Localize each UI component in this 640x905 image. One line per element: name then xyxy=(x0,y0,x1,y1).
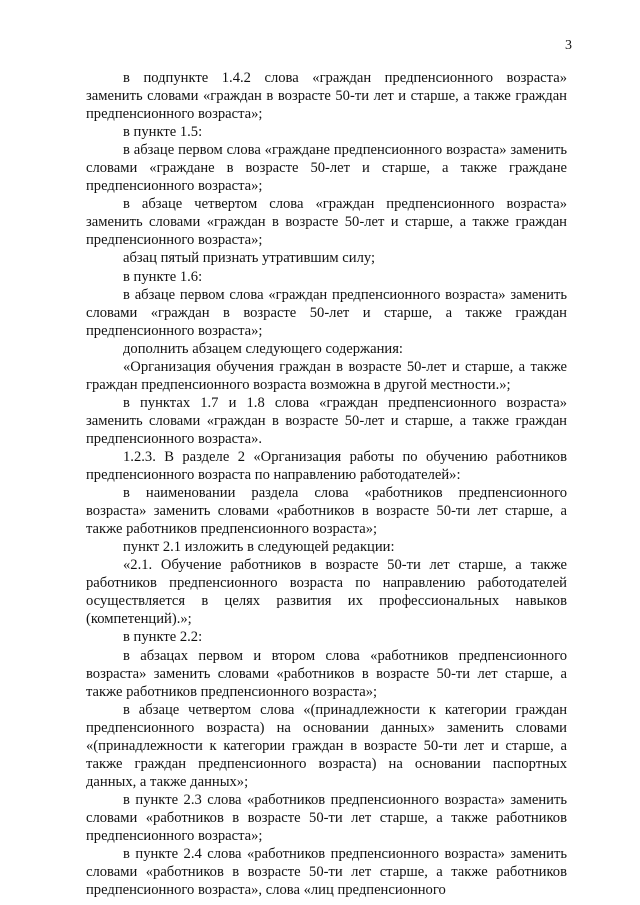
paragraph: в абзаце первом слова «граждан предпенсионного возраста» заменить словами «граждан в возрасте 50-лет и старше, а также граждан предпенсионного возраста»; xyxy=(86,286,567,339)
paragraph: 1.2.3. В разделе 2 «Организация работы по обучению работников предпенсионного возраста по направлению работодателей»: xyxy=(86,448,567,484)
paragraph: в пункте 2.2: xyxy=(123,629,203,646)
paragraph: в пункте 1.6: xyxy=(123,268,203,285)
paragraph: пункт 2.1 изложить в следующей редакции: xyxy=(123,539,395,556)
paragraph: в пункте 2.3 слова «работников предпенсионного возраста» заменить словами «работников в возрасте 50-ти лет старше, а также работников предпенсионного возраста»; xyxy=(86,791,567,844)
paragraph: в абзаце четвертом слова «(принадлежности к категории граждан предпенсионного возраста) на основании данных» заменить словами «(принадлежности к категории граждан в возрасте 50-ти лет и старше, а также граждан предпенсионного возраста) на основании паспортных данных, а также данных»; xyxy=(86,701,567,790)
paragraph: в абзаце первом слова «граждане предпенсионного возраста» заменить словами «граждане в возрасте 50-лет и старше, а также граждане предпенсионного возраста»; xyxy=(86,142,567,195)
paragraph: в пунктах 1.7 и 1.8 слова «граждан предпенсионного возраста» заменить словами «граждан в возрасте 50-лет и старше, а также граждан предпенсионного возраста». xyxy=(86,394,567,447)
page-number: 3 xyxy=(565,38,572,53)
paragraph: абзац пятый признать утратившим силу; xyxy=(123,250,376,267)
paragraph: в абзаце четвертом слова «граждан предпенсионного возраста» заменить словами «граждан в возрасте 50-лет и старше, а также граждан предпенсионного возраста»; xyxy=(86,196,567,249)
paragraph: в пункте 1.5: xyxy=(123,124,203,141)
paragraph: дополнить абзацем следующего содержания: xyxy=(123,340,403,357)
paragraph: в наименовании раздела слова «работников предпенсионного возраста» заменить словами «работников в возрасте 50-ти лет старше, а также работников предпенсионного возраста»; xyxy=(86,485,567,538)
paragraph: в пункте 2.4 слова «работников предпенсионного возраста» заменить словами «работников в возрасте 50-ти лет старше, а также работников предпенсионного возраста», слова «лиц предпенсионного xyxy=(86,846,567,899)
paragraph: «2.1. Обучение работников в возрасте 50-ти лет старше, а также работников предпенсионного возраста по направлению работодателей осуществляется в целях развития их профессиональных навыков (компетенций).»; xyxy=(86,557,567,628)
paragraph: в абзацах первом и втором слова «работников предпенсионного возраста» заменить словами «работников в возрасте 50-ти лет старше, а также работников предпенсионного возраста»; xyxy=(86,647,567,700)
paragraph: в подпункте 1.4.2 слова «граждан предпенсионного возраста» заменить словами «граждан в возрасте 50-ти лет и старше, а также граждан предпенсионного возраста»; xyxy=(86,70,567,123)
paragraph: «Организация обучения граждан в возрасте 50-лет и старше, а также граждан предпенсионного возраста возможна в другой местности.»; xyxy=(86,358,567,393)
document-body xyxy=(86,69,567,899)
